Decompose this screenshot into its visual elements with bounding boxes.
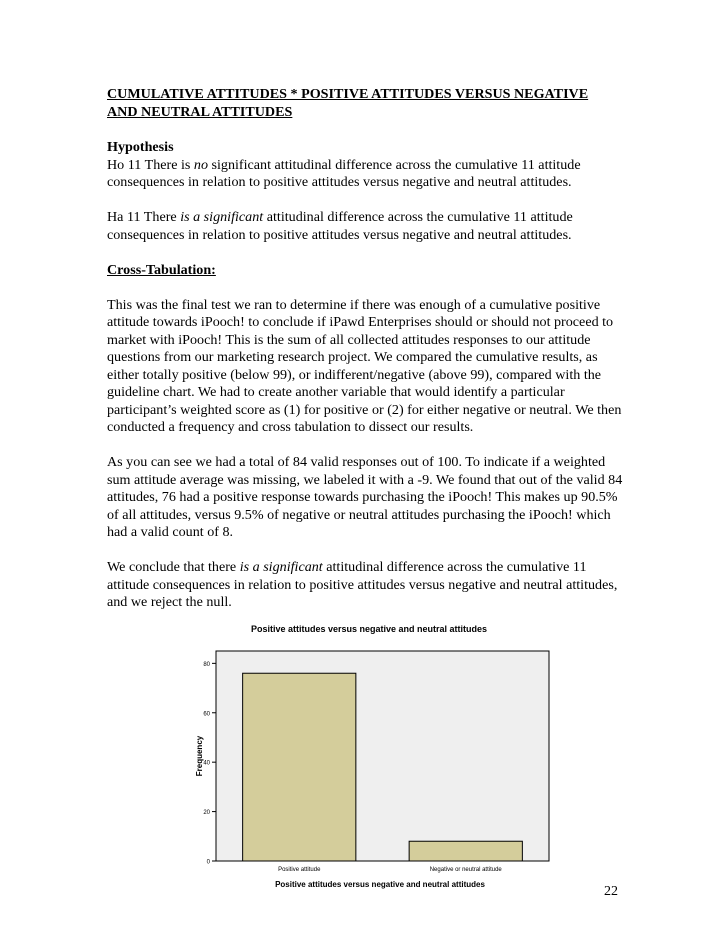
cross-tab-paragraph-1: This was the final test we ran to determine if there was enough of a cumulative positive attitude towards iPooch! to conclude if iPawd Enterprises should or should not proceed to market with iPooch! This is the sum of all collected attitudes responses to our attitude questions from our marketing research project. We compared the cumulative results, as either totally positive (below 99), or indifferent/negative (above 99), compared with the guideline chart. We had to create another variable that would identify a particular participant’s weighted score as (1) for positive or (2) for either negative or neutral. We then conducted a frequency and cross tabulation to dissect our results. <box>107 296 622 435</box>
x-tick-label-1: Negative or neutral attitude <box>429 867 502 873</box>
y-axis-label: Frequency <box>195 735 204 777</box>
heading-line-1: CUMULATIVE ATTITUDES * POSITIVE ATTITUDES VERSUS NEGATIVE <box>107 86 589 102</box>
conclusion-end: attitudinal difference across the cumulative 11 attitude consequences in relation to positive attitudes versus negative and neutral attitudes, and we reject the null. <box>107 559 618 610</box>
hypothesis-title: Hypothesis <box>107 139 174 155</box>
page-number: 22 <box>604 884 618 899</box>
chart-title: Positive attitudes versus negative and neutral attitudes <box>250 624 488 634</box>
ha-text-start: Ha 11 There <box>107 209 181 225</box>
alternative-hypothesis <box>107 209 627 244</box>
frequency-chart <box>0 615 728 895</box>
y-tick-label-2: 40 <box>203 760 210 767</box>
ha-emphasis: is a significant <box>180 209 264 225</box>
bar-1 <box>409 841 522 861</box>
bar-0 <box>243 673 356 861</box>
cross-tab-paragraph-2: As you can see we had a total of 84 valid responses out of 100. To indicate if a weighted sum attitude average was missing, we labeled it with a -9. We found that out of the valid 84 attitudes, 76 had a positive response towards purchasing the iPooch! This makes up 90.5% of all attitudes, versus 9.5% of negative or neutral attitudes purchasing the iPooch! which had a valid count of 8. <box>107 454 623 540</box>
x-axis-label: Positive attitudes versus negative and neutral attitudes <box>275 880 485 889</box>
conclusion-start: We conclude that there <box>107 559 240 575</box>
x-tick-label-0: Positive attitude <box>278 867 321 873</box>
ho-text-start: Ho 11 There is <box>107 156 194 173</box>
ho-emphasis: no <box>193 156 208 173</box>
ha-text-end: attitudinal difference across the cumulative 11 attitude consequences in relation to positive attitudes versus negative and neutral attitudes. <box>107 209 573 243</box>
ho-text-end: significant attitudinal difference across the cumulative 11 attitude consequences in relation to positive attitudes versus negative and neutral attitudes. <box>107 156 581 190</box>
conclusion-emphasis: is a significant <box>239 559 323 575</box>
body-text <box>107 139 627 629</box>
x-axis-tick-labels <box>278 867 502 873</box>
y-tick-label-1: 20 <box>203 810 210 817</box>
conclusion-paragraph <box>107 559 627 612</box>
section-heading <box>107 86 627 121</box>
heading-line-2: AND NEUTRAL ATTITUDES <box>107 103 293 120</box>
null-hypothesis <box>107 157 627 192</box>
y-tick-label-3: 60 <box>203 711 210 718</box>
chart-svg <box>0 615 728 895</box>
cross-tab-title: Cross-Tabulation: <box>107 261 216 278</box>
y-axis <box>203 662 216 866</box>
y-tick-label-4: 80 <box>203 661 210 668</box>
y-tick-label-0: 0 <box>206 859 210 866</box>
